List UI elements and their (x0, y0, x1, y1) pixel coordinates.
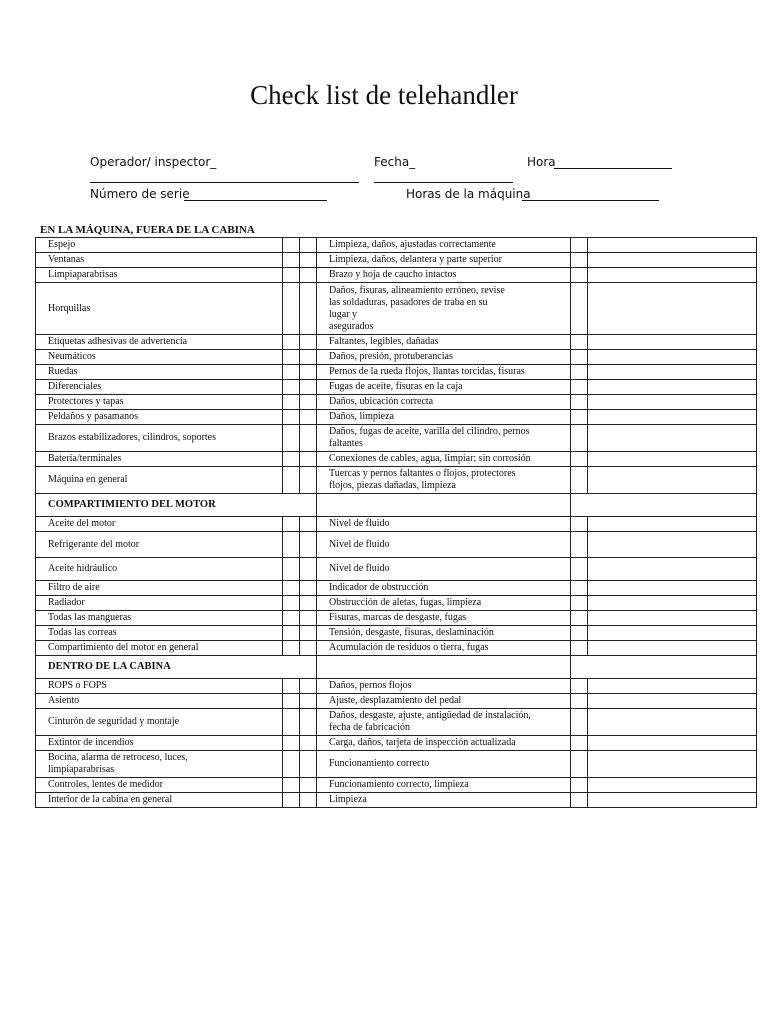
item-criteria: Daños, ubicación correcta (317, 395, 571, 410)
item-name: Todas las correas (36, 626, 283, 641)
checklist-row (36, 452, 757, 467)
check-box-b[interactable] (300, 350, 317, 365)
checklist-row (36, 410, 757, 425)
item-criteria: Daños, limpieza (317, 410, 571, 425)
item-criteria: Nivel de fluido (317, 558, 571, 581)
notes-cell[interactable] (588, 395, 757, 410)
check-box-b[interactable] (300, 679, 317, 694)
item-name: Peldaños y pasamanos (36, 410, 283, 425)
item-criteria: Acumulación de residuos o tierra, fugas (317, 641, 571, 656)
notes-cell[interactable] (588, 694, 757, 709)
check-box-c[interactable] (571, 751, 588, 778)
check-box-b[interactable] (300, 694, 317, 709)
check-box-a[interactable] (283, 452, 300, 467)
checklist-row (36, 365, 757, 380)
notes-cell[interactable] (588, 532, 757, 558)
check-box-c[interactable] (571, 268, 588, 283)
notes-cell[interactable] (588, 253, 757, 268)
item-name: Cinturón de seguridad y montaje (36, 709, 283, 736)
item-name: Ventanas (36, 253, 283, 268)
notes-cell[interactable] (588, 611, 757, 626)
item-criteria: Conexiones de cables, agua, limpiar; sin corrosión (317, 452, 571, 467)
check-box-b[interactable] (300, 365, 317, 380)
checklist-row (36, 596, 757, 611)
checklist-row (36, 238, 757, 253)
item-name: Diferenciales (36, 380, 283, 395)
section-header-row (36, 656, 757, 679)
check-box-b[interactable] (300, 268, 317, 283)
checklist-row (36, 380, 757, 395)
check-box-b[interactable] (300, 467, 317, 494)
check-box-a[interactable] (283, 532, 300, 558)
checklist-row (36, 517, 757, 532)
check-box-a[interactable] (283, 268, 300, 283)
check-box-a[interactable] (283, 596, 300, 611)
notes-cell[interactable] (588, 679, 757, 694)
check-box-b[interactable] (300, 335, 317, 350)
check-box-b[interactable] (300, 425, 317, 452)
item-criteria: Brazo y hoja de caucho intactos (317, 268, 571, 283)
notes-cell[interactable] (588, 778, 757, 793)
checklist-row (36, 641, 757, 656)
operator-label: Operador/ inspector_ (90, 155, 217, 169)
check-box-b[interactable] (300, 452, 317, 467)
checklist-row (36, 253, 757, 268)
notes-cell[interactable] (588, 365, 757, 380)
check-box-c[interactable] (571, 581, 588, 596)
item-criteria: Daños, fisuras, alineamiento erróneo, revise las soldaduras, pasadores de traba en su lugar y asegurados (317, 283, 571, 335)
item-criteria: Limpieza, daños, delantera y parte superior (317, 253, 571, 268)
notes-cell[interactable] (588, 581, 757, 596)
date-label: Fecha_ (374, 155, 416, 169)
machine-hours-label: Horas de la máquina (406, 187, 531, 201)
item-name: Compartimiento del motor en general (36, 641, 283, 656)
check-box-a[interactable] (283, 694, 300, 709)
item-name: Bocina, alarma de retroceso, luces, limpiaparabrisas (36, 751, 283, 778)
item-criteria: Carga, daños, tarjeta de inspección actualizada (317, 736, 571, 751)
item-name: Máquina en general (36, 467, 283, 494)
item-name: Asiento (36, 694, 283, 709)
check-box-c[interactable] (571, 517, 588, 532)
check-box-b[interactable] (300, 736, 317, 751)
check-box-a[interactable] (283, 611, 300, 626)
check-box-a[interactable] (283, 395, 300, 410)
check-box-a[interactable] (283, 558, 300, 581)
item-name: Limpiaparabrisas (36, 268, 283, 283)
item-name: Espejo (36, 238, 283, 253)
check-box-b[interactable] (300, 611, 317, 626)
item-name: Brazos estabilizadores, cilindros, soportes (36, 425, 283, 452)
check-box-b[interactable] (300, 778, 317, 793)
check-box-a[interactable] (283, 425, 300, 452)
checklist-row (36, 751, 757, 778)
item-criteria: Nivel de fluido (317, 532, 571, 558)
check-box-c[interactable] (571, 793, 588, 808)
item-name: Interior de la cabina en general (36, 793, 283, 808)
notes-cell[interactable] (588, 425, 757, 452)
check-box-b[interactable] (300, 238, 317, 253)
notes-cell[interactable] (588, 517, 757, 532)
item-criteria: Limpieza (317, 793, 571, 808)
check-box-a[interactable] (283, 793, 300, 808)
notes-cell[interactable] (588, 380, 757, 395)
time-label: Hora (527, 155, 556, 169)
notes-cell[interactable] (588, 793, 757, 808)
item-name: Todas las mangueras (36, 611, 283, 626)
check-box-b[interactable] (300, 558, 317, 581)
check-box-a[interactable] (283, 626, 300, 641)
empty-cell (571, 494, 757, 517)
check-box-a[interactable] (283, 410, 300, 425)
check-box-b[interactable] (300, 395, 317, 410)
notes-cell[interactable] (588, 467, 757, 494)
check-box-b[interactable] (300, 596, 317, 611)
checklist-row (36, 611, 757, 626)
check-box-c[interactable] (571, 641, 588, 656)
item-criteria: Daños, desgaste, ajuste, antigüedad de instalación, fecha de fabricación (317, 709, 571, 736)
check-box-c[interactable] (571, 736, 588, 751)
check-box-b[interactable] (300, 410, 317, 425)
check-box-c[interactable] (571, 335, 588, 350)
item-name: Batería/terminales (36, 452, 283, 467)
notes-cell[interactable] (588, 709, 757, 736)
check-box-a[interactable] (283, 380, 300, 395)
item-criteria: Ajuste, desplazamiento del pedal (317, 694, 571, 709)
check-box-c[interactable] (571, 709, 588, 736)
item-name: Refrigerante del motor (36, 532, 283, 558)
check-box-c[interactable] (571, 679, 588, 694)
notes-cell[interactable] (588, 626, 757, 641)
notes-cell[interactable] (588, 350, 757, 365)
check-box-c[interactable] (571, 395, 588, 410)
check-box-b[interactable] (300, 581, 317, 596)
section-heading: DENTRO DE LA CABINA (36, 656, 317, 679)
check-box-c[interactable] (571, 558, 588, 581)
check-box-c[interactable] (571, 626, 588, 641)
check-box-c[interactable] (571, 611, 588, 626)
item-name: Horquillas (36, 283, 283, 335)
check-box-c[interactable] (571, 425, 588, 452)
item-name: Radiador (36, 596, 283, 611)
item-name: Neumáticos (36, 350, 283, 365)
notes-cell[interactable] (588, 410, 757, 425)
check-box-b[interactable] (300, 793, 317, 808)
item-name: Controles, lentes de medidor (36, 778, 283, 793)
notes-cell[interactable] (588, 238, 757, 253)
check-box-b[interactable] (300, 380, 317, 395)
item-criteria: Funcionamiento correcto, limpieza (317, 778, 571, 793)
check-box-c[interactable] (571, 532, 588, 558)
check-box-b[interactable] (300, 641, 317, 656)
checklist-row (36, 694, 757, 709)
check-box-c[interactable] (571, 694, 588, 709)
check-box-c[interactable] (571, 778, 588, 793)
item-criteria: Funcionamiento correcto (317, 751, 571, 778)
empty-cell (571, 656, 757, 679)
checklist-row (36, 350, 757, 365)
section-heading: COMPARTIMIENTO DEL MOTOR (36, 494, 317, 517)
check-box-a[interactable] (283, 283, 300, 335)
item-criteria: Pernos de la rueda flojos, llantas torcidas, fisuras (317, 365, 571, 380)
notes-cell[interactable] (588, 596, 757, 611)
notes-cell[interactable] (588, 558, 757, 581)
item-criteria: Tensión, desgaste, fisuras, deslaminación (317, 626, 571, 641)
item-name: Ruedas (36, 365, 283, 380)
page-title: Check list de telehandler (250, 80, 518, 110)
item-name: Protectores y tapas (36, 395, 283, 410)
check-box-a[interactable] (283, 751, 300, 778)
date-field[interactable] (374, 182, 513, 183)
check-box-c[interactable] (571, 238, 588, 253)
operator-field[interactable] (90, 182, 359, 183)
item-name: Extintor de incendios (36, 736, 283, 751)
section-heading-exterior: EN LA MÁQUINA, FUERA DE LA CABINA (40, 224, 255, 236)
check-box-a[interactable] (283, 365, 300, 380)
check-box-a[interactable] (283, 778, 300, 793)
check-box-b[interactable] (300, 253, 317, 268)
serial-label: Número de serie (90, 187, 190, 201)
time-field[interactable] (554, 168, 672, 169)
item-criteria: Daños, fugas de aceite, varilla del cilindro, pernos faltantes (317, 425, 571, 452)
checklist-row (36, 679, 757, 694)
checklist-row (36, 709, 757, 736)
check-box-c[interactable] (571, 467, 588, 494)
item-criteria: Daños, pernos flojos (317, 679, 571, 694)
checklist-row (36, 736, 757, 751)
notes-cell[interactable] (588, 751, 757, 778)
item-criteria: Fugas de aceite, fisuras en la caja (317, 380, 571, 395)
notes-cell[interactable] (588, 268, 757, 283)
checklist-row (36, 467, 757, 494)
checklist-row (36, 532, 757, 558)
checklist-row (36, 581, 757, 596)
empty-cell (317, 494, 571, 517)
check-box-b[interactable] (300, 626, 317, 641)
item-name: Aceite hidráulico (36, 558, 283, 581)
notes-cell[interactable] (588, 736, 757, 751)
item-criteria: Faltantes, legibles, dañadas (317, 335, 571, 350)
check-box-c[interactable] (571, 380, 588, 395)
checklist-row (36, 425, 757, 452)
item-criteria: Tuercas y pernos faltantes o flojos, protectores flojos, piezas dañadas, limpieza (317, 467, 571, 494)
check-box-b[interactable] (300, 517, 317, 532)
check-box-a[interactable] (283, 679, 300, 694)
item-criteria: Indicador de obstrucción (317, 581, 571, 596)
check-box-b[interactable] (300, 709, 317, 736)
item-criteria: Obstrucción de aletas, fugas, limpieza (317, 596, 571, 611)
check-box-a[interactable] (283, 641, 300, 656)
check-box-c[interactable] (571, 410, 588, 425)
item-criteria: Fisuras, marcas de desgaste, fugas (317, 611, 571, 626)
check-box-a[interactable] (283, 253, 300, 268)
checklist-row (36, 395, 757, 410)
check-box-b[interactable] (300, 751, 317, 778)
check-box-c[interactable] (571, 596, 588, 611)
checklist-row (36, 268, 757, 283)
checklist-row (36, 283, 757, 335)
check-box-a[interactable] (283, 238, 300, 253)
check-box-a[interactable] (283, 335, 300, 350)
notes-cell[interactable] (588, 283, 757, 335)
notes-cell[interactable] (588, 335, 757, 350)
check-box-a[interactable] (283, 517, 300, 532)
check-box-c[interactable] (571, 253, 588, 268)
empty-cell (317, 656, 571, 679)
checklist-table (35, 237, 757, 808)
section-header-row (36, 494, 757, 517)
check-box-c[interactable] (571, 452, 588, 467)
check-box-a[interactable] (283, 350, 300, 365)
check-box-c[interactable] (571, 350, 588, 365)
item-criteria: Limpieza, daños, ajustadas correctamente (317, 238, 571, 253)
check-box-a[interactable] (283, 709, 300, 736)
item-name: Aceite del motor (36, 517, 283, 532)
checklist-row (36, 778, 757, 793)
item-criteria: Daños, presión, protuberancias (317, 350, 571, 365)
notes-cell[interactable] (588, 452, 757, 467)
check-box-c[interactable] (571, 365, 588, 380)
check-box-b[interactable] (300, 532, 317, 558)
item-name: ROPS o FOPS (36, 679, 283, 694)
check-box-a[interactable] (283, 467, 300, 494)
checklist-row (36, 558, 757, 581)
checklist-row (36, 626, 757, 641)
checklist-row (36, 335, 757, 350)
notes-cell[interactable] (588, 641, 757, 656)
item-criteria: Nivel de fluido (317, 517, 571, 532)
check-box-c[interactable] (571, 283, 588, 335)
check-box-a[interactable] (283, 736, 300, 751)
checklist-row (36, 793, 757, 808)
item-name: Filtro de aire (36, 581, 283, 596)
check-box-a[interactable] (283, 581, 300, 596)
check-box-b[interactable] (300, 283, 317, 335)
machine-hours-field[interactable] (522, 200, 659, 201)
serial-field[interactable] (184, 200, 327, 201)
item-name: Etiquetas adhesivas de advertencia (36, 335, 283, 350)
